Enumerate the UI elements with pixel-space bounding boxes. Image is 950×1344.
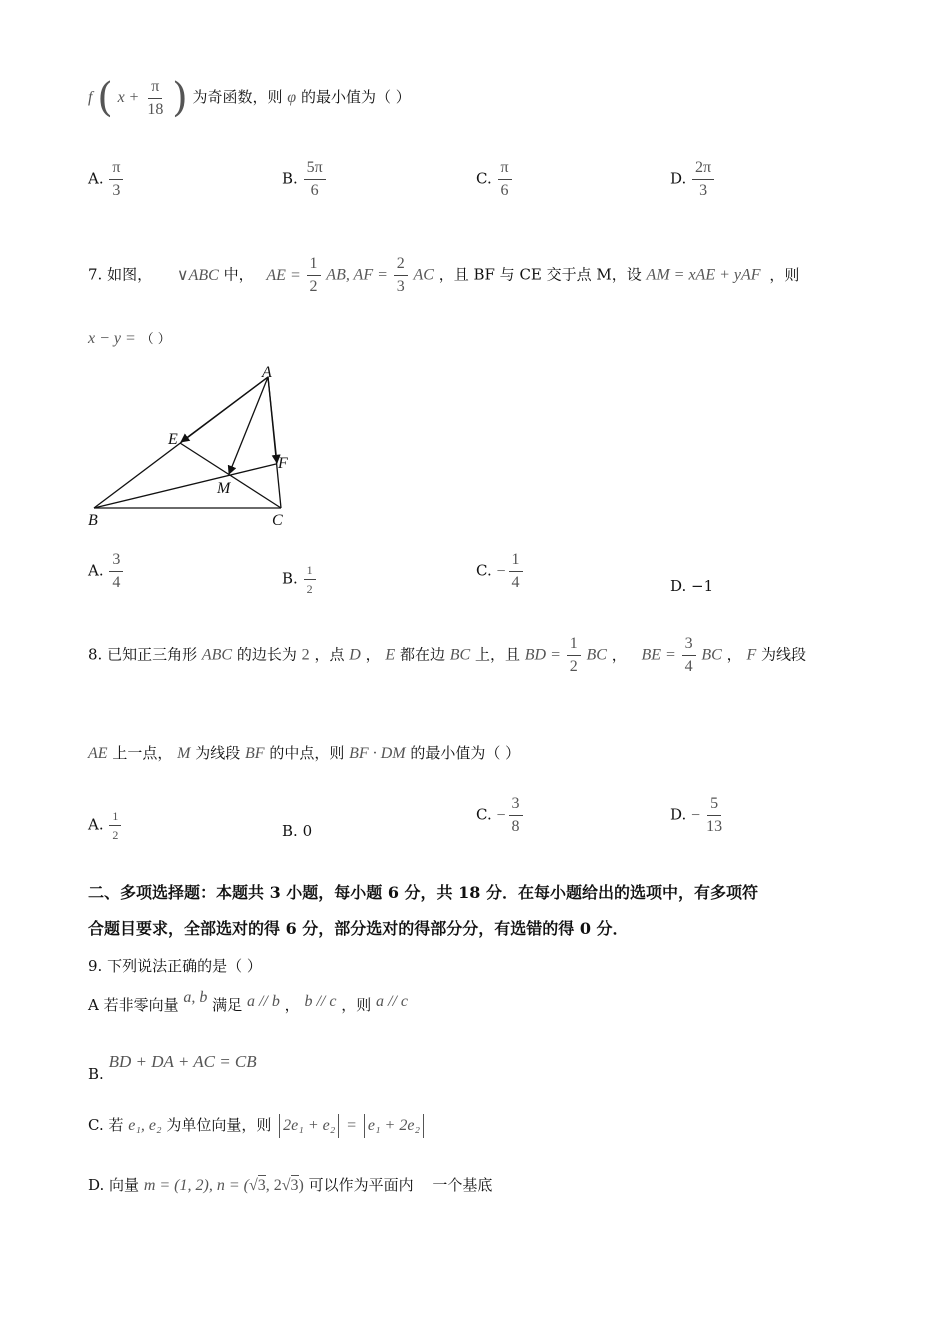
point-a-label: A <box>262 364 272 381</box>
q9-option-d[interactable] <box>88 1174 492 1195</box>
sqrt-symbol: √ <box>248 1177 258 1194</box>
q7-zhong: 中， <box>223 265 254 284</box>
var-phi: φ <box>287 89 297 106</box>
abs-bar <box>338 1114 339 1138</box>
q8-text7: 为线段 <box>195 744 241 762</box>
ab-af: AB, AF = <box>326 266 388 284</box>
frac-num: 1 <box>109 810 121 826</box>
q6-option-b[interactable] <box>282 160 327 199</box>
segment-bf <box>94 464 276 508</box>
q9-option-c[interactable] <box>88 1114 427 1138</box>
point-f: F <box>746 646 757 664</box>
var-x: x <box>117 89 125 106</box>
q8-option-d[interactable] <box>670 796 726 835</box>
q6-text: 为奇函数，则 <box>192 88 283 106</box>
frac-den: 2 <box>306 582 313 596</box>
q8-stem <box>88 636 806 675</box>
fraction-bd <box>567 636 581 675</box>
q7-stem <box>88 256 799 295</box>
q8-option-c[interactable] <box>476 796 524 835</box>
q6-option-a[interactable] <box>88 160 124 199</box>
option-fraction <box>109 160 123 199</box>
point-b-label: B <box>88 512 98 529</box>
q8-text6: 上一点， <box>112 744 173 762</box>
q6-option-d[interactable] <box>670 160 715 199</box>
q8-prefix: 8. 已知正三角形 <box>88 645 198 664</box>
sqrt-radicand: 3 <box>290 1177 299 1194</box>
triangle-symbol: ∨ABC <box>176 266 219 284</box>
point-c-label: C <box>272 512 283 529</box>
section-2-heading-line1: 二、多项选择题：本题共 3 小题，每小题 6 分，共 18 分．在每小题给出的选项中，有多项符 <box>88 883 758 902</box>
frac-num: π <box>498 160 512 180</box>
x-minus-y: x − y = <box>88 330 136 347</box>
frac-num: 3 <box>109 552 123 572</box>
option-label: A. <box>88 561 104 580</box>
fraction-half <box>307 256 321 295</box>
frac-den: 4 <box>511 574 520 591</box>
point-m-label: M <box>217 480 231 497</box>
side-bc: BC <box>449 646 471 664</box>
abs-bar <box>364 1114 365 1138</box>
bd-bc: BC <box>586 646 607 664</box>
q6-option-c[interactable] <box>476 160 513 199</box>
side-length: 2 <box>301 646 310 664</box>
option-value: −1 <box>691 577 714 595</box>
q8-text4: 上，且 <box>474 645 520 664</box>
left-paren: ( <box>97 75 113 121</box>
q8-text1: 的边长为 <box>236 645 297 664</box>
option-then: ，则 <box>341 996 372 1014</box>
minus-sign: − <box>691 806 701 824</box>
frac-num: 1 <box>567 636 581 656</box>
option-label: A 若非零向量 <box>88 996 179 1014</box>
q8-text9: 的最小值为（ ） <box>410 744 521 762</box>
option-label: D. <box>670 805 687 824</box>
comma: ， <box>365 645 381 664</box>
q7-prefix: 7. 如图， <box>88 265 153 284</box>
fraction-pi-18 <box>144 79 166 118</box>
section-2-heading-line2: 合题目要求，全部选对的得 6 分，部分选对的得部分分，有选错的得 0 分． <box>88 919 629 938</box>
frac-num: 3 <box>509 796 523 816</box>
parallel-ab: a // b <box>246 993 280 1010</box>
option-label: A. <box>88 815 104 834</box>
q6-stem <box>88 75 411 121</box>
q7-option-a[interactable] <box>88 552 124 591</box>
option-fraction <box>692 160 714 199</box>
option-fraction <box>509 796 523 835</box>
option-label: D. 向量 <box>88 1176 140 1194</box>
frac-den: 3 <box>699 182 708 199</box>
option-fraction <box>304 160 326 199</box>
dot-product: BF · DM <box>349 745 406 762</box>
q9-option-a[interactable] <box>88 989 409 1015</box>
frac-num: 1 <box>307 256 321 276</box>
option-label: D. <box>670 577 687 595</box>
frac-num: 5π <box>304 160 326 180</box>
fraction-two-thirds <box>394 256 408 295</box>
minus-sign: − <box>496 562 506 580</box>
frac-num: 2π <box>692 160 714 180</box>
triangle-abc: ABC <box>201 646 233 664</box>
q8-stem-line2 <box>88 742 520 763</box>
be-bc: BC <box>701 646 722 664</box>
frac-den: 3 <box>112 182 121 199</box>
option-text: 满足 <box>212 996 243 1014</box>
fraction-be <box>682 636 696 675</box>
q8-text8: 的中点，则 <box>269 744 345 762</box>
q9-stem: 9. 下列说法正确的是（ ） <box>88 957 262 975</box>
option-fraction <box>498 160 512 199</box>
frac-den: 6 <box>500 182 509 199</box>
vectors-ab: a, b <box>183 989 208 1006</box>
segment-bf: BF <box>245 745 265 762</box>
frac-den: 8 <box>511 818 520 835</box>
minus-sign: − <box>496 806 506 824</box>
frac-den: 4 <box>112 574 121 591</box>
frac-num: 5 <box>707 796 721 816</box>
equals-sign: = <box>347 1117 357 1134</box>
frac-den: 13 <box>706 818 723 835</box>
point-e-label: E <box>168 431 178 448</box>
comma: ， <box>726 645 742 664</box>
function-f: f <box>88 89 93 106</box>
sqrt-symbol: √ <box>281 1177 291 1194</box>
vector-af <box>268 377 277 463</box>
q6-text2: 的最小值为（ ） <box>300 88 411 106</box>
q8-option-b[interactable] <box>282 822 312 840</box>
option-label: D. <box>670 169 687 188</box>
option-fraction <box>509 552 523 591</box>
right-paren: ) <box>172 75 188 121</box>
option-label: C. <box>476 169 492 188</box>
q7-option-c[interactable] <box>476 552 524 591</box>
vector-sum-expression: BD + DA + AC = CB <box>108 1052 257 1071</box>
frac-den: 2 <box>112 828 119 842</box>
parallel-bc: b // c <box>304 993 337 1010</box>
option-fraction <box>109 810 121 841</box>
frac-den: 2 <box>309 278 318 295</box>
option-label: C. <box>476 561 492 580</box>
option-label: A. <box>88 169 104 188</box>
ae-eq: AE = <box>266 266 301 284</box>
q7-stem-line2 <box>88 328 171 348</box>
right-magnitude: e₁ + 2e₂ <box>367 1117 421 1134</box>
q7-option-b[interactable] <box>282 564 317 595</box>
q7-ze: ，则 <box>769 265 800 284</box>
abs-bar <box>279 1114 280 1138</box>
point-d: D <box>349 646 361 664</box>
option-label: B. <box>88 1065 104 1083</box>
frac-num: 2 <box>394 256 408 276</box>
unit-vectors: e₁, e₂ <box>128 1117 162 1134</box>
ac: AC <box>413 266 434 284</box>
frac-den: 2 <box>569 658 578 675</box>
option-fraction <box>109 552 123 591</box>
point-m: M <box>177 745 191 762</box>
be-eq: BE = <box>641 646 676 664</box>
q8-text5: 为线段 <box>761 645 807 664</box>
option-label: C. 若 <box>88 1116 124 1134</box>
option-label: B. <box>282 822 298 840</box>
answer-paren: （ ） <box>140 332 171 347</box>
bd-eq: BD = <box>524 646 561 664</box>
frac-num: 1 <box>509 552 523 572</box>
q9-option-b[interactable] <box>88 1052 257 1083</box>
option-label: B. <box>282 569 298 588</box>
frac-den: 6 <box>310 182 319 199</box>
q7-figure <box>84 360 304 530</box>
comma: ， <box>611 645 627 664</box>
frac-den: 3 <box>396 278 405 295</box>
q7-option-d[interactable] <box>670 577 713 595</box>
q8-text2: ，点 <box>314 645 345 664</box>
option-fraction <box>304 564 316 595</box>
sqrt-radicand: 3 <box>257 1177 266 1194</box>
segment-ae: AE <box>88 745 108 762</box>
comma: ， <box>284 996 300 1014</box>
comma-two: , 2 <box>265 1177 282 1194</box>
frac-num: 3 <box>682 636 696 656</box>
option-value: 0 <box>302 822 313 840</box>
frac-num: π <box>148 79 162 99</box>
parallel-ac: a // c <box>376 993 409 1010</box>
frac-den: 4 <box>684 658 693 675</box>
option-text2: 一个基底 <box>432 1176 493 1194</box>
option-fraction <box>703 796 725 835</box>
q8-text3: 都在边 <box>399 645 445 664</box>
left-magnitude: 2e₁ + e₂ <box>283 1117 336 1134</box>
frac-den: 18 <box>147 100 164 118</box>
option-label: B. <box>282 169 298 188</box>
frac-num: 1 <box>304 564 316 580</box>
option-text: 为单位向量，则 <box>166 1116 272 1134</box>
option-label: C. <box>476 805 492 824</box>
q7-mid-text: ，且 BF 与 CE 交于点 M，设 <box>438 265 642 284</box>
am-expression: AM = xAE + yAF <box>646 266 761 284</box>
plus-sign: + <box>129 89 139 106</box>
vectors-m-n: m = (1, 2), n = ( <box>143 1177 249 1194</box>
option-text: 可以作为平面内 <box>308 1176 414 1194</box>
frac-num: π <box>109 160 123 180</box>
close-paren: ) <box>298 1177 304 1194</box>
point-f-label: F <box>278 455 288 472</box>
abs-bar <box>423 1114 424 1138</box>
point-e: E <box>385 646 396 664</box>
q8-option-a[interactable] <box>88 810 122 841</box>
